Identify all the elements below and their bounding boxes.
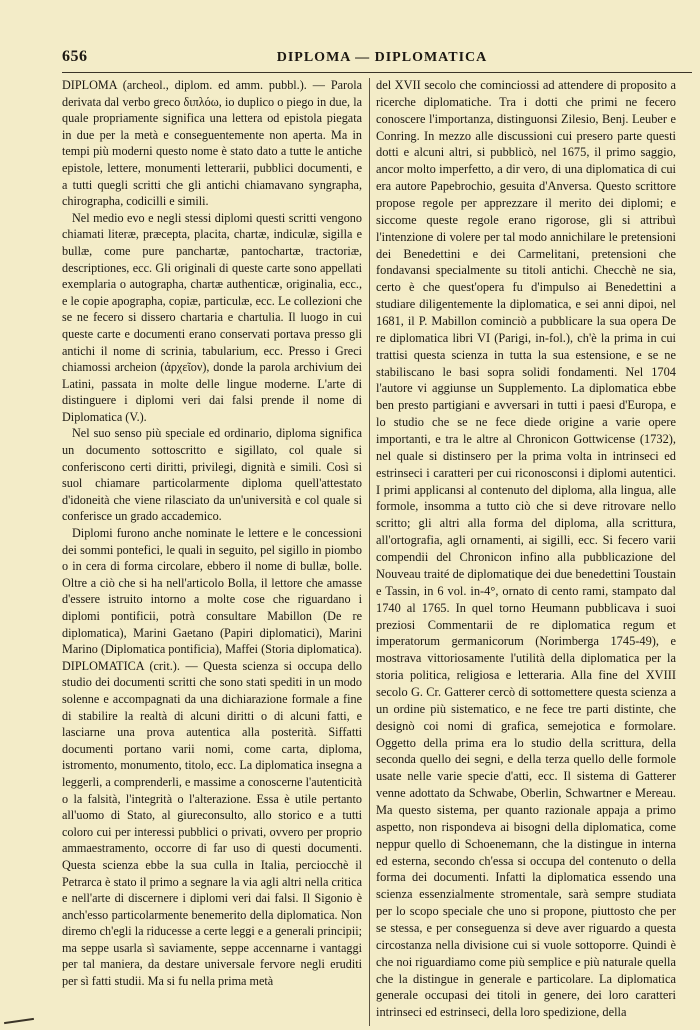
right-column	[376, 77, 676, 1021]
paragraph: Diplomi furono anche nominate le lettere e le concessioni dei sommi pontefici, le quali in seguito, pel sigillo in piombo o in cera di forma circolare, ebbero il nome di bullæ, bolle. Oltre a ciò che si ha nell'articolo Bolla, il lettore che amasse d'essere istruito intorno a molte cose che riguardano i diplomi pontificii, potrà consultare Mabillon (De re diplomatica), Marini Gaetano (Papiri diplomatici), Marini Marino (Diplomatica pontificia), Maffei (Storia diplomatica).	[62, 526, 362, 657]
entry-diplomatica-paragraph: DIPLOMATICA (crit.). — Questa scienza si occupa dello studio dei documenti scritti che sono stati spediti in un modo solenne e accompagnati da una dichiarazione formale a fine di stabilire la realtà di alcuni diritti o di alcuni fatti, e lasciarne una prova autentica alla posterità. Siffatti documenti portano varii nomi, come carta, diploma, istromento, monumento, titolo, ecc. La diplomatica insegna a leggerli, a comprenderli, e massime a conoscerne l'autenticità o la falsità, l'integrità o l'alterazione. Essa è utile pertanto all'uomo di Stato, al giureconsulto, allo storico e a tutti coloro cui per interessi pubblici o privati, ovvero per proprio ammaestramento, occorre di far uso di questi documenti. Questa scienza ebbe la sua culla in Italia, perciocchè il Petrarca è stato il primo a segnare la via agli altri nella critica e nell'arte di discernere i diplomi veri dai falsi. Il Sigonio è anch'esso particolarmente benemerito della diplomatica. Non diremo ch'egli la riducesse a certe leggi e a generali principii; ma seppe usarla sì saviamente, seppe accennarne i vantaggi per tal maniera, da destare universale fervore negli eruditi per sì fatti studii. Ma si fu nella prima metà	[62, 658, 362, 989]
column-divider	[369, 78, 370, 1026]
entry-diploma-paragraph: DIPLOMA (archeol., diplom. ed amm. pubbl.). — Parola derivata dal verbo greco διπλόω, io duplico o piego in due, la quale propriamente significa una lettera od epistola piegata in due per la metà e conseguentemente non aperta. Ma in tempi più moderni questo nome è stato dato a tutte le antiche epistole, lettere, monumenti letterarii, pubblici documenti, e a tutti quegli scritti che gli antichi chiamavano syngrapha, chirographa, codicilli e simili.	[62, 78, 362, 209]
paragraph: Nel medio evo e negli stessi diplomi questi scritti vengono chiamati literæ, præcepta, placita, chartæ, indiculæ, sigilla e bullæ, come pure panchartæ, pantochartæ, tractoriæ, descriptiones, ecc. Gli originali di queste carte sono appellati exemplaria o autographa, chartæ authenticæ, originalia, ecc., e le copie apographa, copiæ, particulæ, ecc. Le collezioni che se ne fecero si dissero chartaria e chartulia. Il luogo in cui queste carte e documenti erano conservati portava presso gli antichi il nome di scrinia, tabularium, ecc. Presso i Greci chiamossi archeion (ἀρχεῖον), donde la parola archivium dei Latini, passata in molte delle lingue moderne. L'arte di distinguere i diplomi veri dai falsi prende il nome di Diplomatica (V.).	[62, 210, 362, 424]
margin-mark	[4, 1018, 34, 1024]
header-rule	[62, 72, 692, 73]
paragraph: del XVII secolo che cominciossi ad attendere di proposito a ricerche diplomatiche. Tra i dotti che primi ne fecero conoscere l'importanza, distinguonsi Zilesio, Benj. Leuber e Conring. In mezzo alle discussioni cui presero parte questi dotti e alcuni altri, si pubblicò, nel 1675, il primo saggio, ancor molto imperfetto, a dir vero, di una diplomatica di cui era autore Papebrochio, gesuita d'Anversa. Questo scrittore propose regole per apprezzare il merito dei diplomi; e siccome queste regole erano rigorose, gli si attribuì l'intenzione di volere per tal modo annichilare le pretensioni dei Benedettini e dei Carmelitani, pretensioni che fondavansi specialmente su titoli antichi. Checchè ne sia, certo è che quest'opera fu d'impulso ai Benedettini a studiare diligentemente la diplomatica, e sei anni dipoi, nel 1681, il P. Mabillon cominciò a pubblicare la sua opera De re diplomatica libri VI (Parigi, in-fol.), ch'è la prima in cui trattisi questa scienza in tutta la sua estensione, e se ne stabiliscano le basi sopra solidi fondamenti. Nel 1704 l'autore vi aggiunse un Supplemento. La diplomatica ebbe ben presto partigiani e avversari in tutti i paesi d'Europa, e lo studio che se ne fece diede origine a varie opere importanti, e tra le altre al Chronicon Gottwicense (1732), nel quale si distinsero per la prima volta in intrinseci ed estrinseci i caratteri per cui riconosconsi i diplomi autentici. I primi applicansi al contenuto del diploma, alla lingua, alle formole, insomma a tutto ciò che si deve ritrovare nello scritto; gli altri alla forma del diploma, alla scrittura, all'ortografia, agli ornamenti, ai sigilli, ecc. Si fecero varii compendii del Chronicon infino alla pubblicazione del Nouveau traité de diplomatique dei due benedettini Toustain e Tassin, in 6 vol. in-4°, ornato di cento rami, stampato dal 1740 al 1765. In quel torno Heumann pubblicava i suoi preziosi Commentarii de re diplomatica regum et imperatorum germanicorum (Norimberga 1745-49), e mostrava vittoriosamente l'utilità della diplomatica per la storia politica, religiosa e letteraria. Alla fine del XVIII secolo G. Cr. Gatterer cercò di sottomettere questa scienza a un ordine più sistematico, e ne fece tre parti distinte, che designò coi nomi di grafica, semejotica e formolare. Oggetto della prima era lo studio della scrittura, della seconda quello dei segni, e della terza quello delle formole usate nelle varie specie d'atti, ecc. Il sistema di Gatterer venne adottato da Schwabe, Oberlin, Schwartner e Mereau. Ma questo sistema, per quanto razionale appaja a primo aspetto, non rispondeva ai bisogni della diplomatica, come neppur quello di Schoenemann, che la distingue in interna ed esterna, secondo ch'essa si occupa del contenuto o della forma dei documenti. Infatti la diplomatica essendo una scienza essenzialmente stromentale, sarà sempre studiata per lo scopo speciale che uno si propone, piuttosto che per se stessa, e per conseguenza si deve aver riguardo a questa circostanza nella divisione cui si vuole sottoporre. Quindi è che noi riguardiamo come più semplice e più naturale quella che la distingue in generale e particolare. La diplomatica generale occupasi dei titoli in genere, dei loro caratteri intrinseci ed estrinseci, della loro spedizione, della	[376, 78, 676, 1020]
running-head: DIPLOMA — DIPLOMATICA	[276, 50, 488, 65]
left-column	[62, 77, 362, 990]
page-header	[62, 48, 692, 70]
page-number: 656	[62, 48, 88, 65]
paragraph: Nel suo senso più speciale ed ordinario, diploma significa un documento sottoscritto e sigillato, col quale si conferiscono certi diritti, privilegi, dignità e simili. Così si suol chiamare particolarmente diploma quell'attestato d'idoneità che viene rilasciato da un'università e col quale si conferisce un grado accademico.	[62, 426, 362, 524]
